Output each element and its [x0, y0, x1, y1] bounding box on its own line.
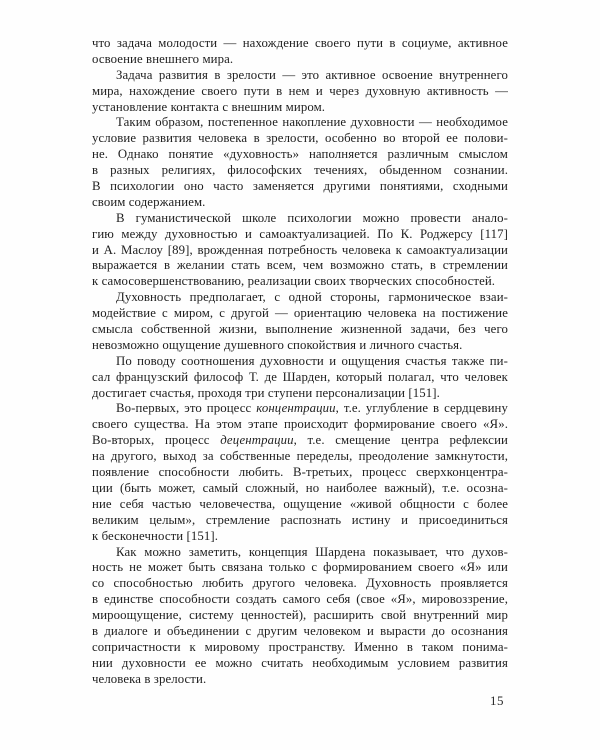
text-line	[92, 100, 508, 116]
text-segment: и А. Маслоу [89], врожденная потребность человека к самоактуализации	[92, 242, 508, 257]
text-line	[92, 497, 508, 513]
emphasized-term: децентрации	[220, 433, 294, 448]
text-line	[92, 433, 508, 449]
text-line	[92, 481, 508, 497]
text-segment: в диалоге и объединении с другим человеком и вырасти до осознания	[92, 623, 508, 638]
text-segment: Во-вторых, процесс	[92, 433, 221, 448]
text-line	[92, 211, 508, 227]
text-segment: модействие с миром, с другой — ориентацию человека на постижение	[92, 306, 508, 321]
text-line	[92, 672, 508, 688]
text-line	[92, 306, 508, 322]
text-line	[92, 322, 508, 338]
paragraph	[92, 401, 508, 544]
text-line	[92, 608, 508, 624]
text-segment: что задача молодости — нахождение своего пути в социуме, активное	[92, 36, 508, 50]
text-segment: ние себя частью человечества, ощущение «живой общности с более	[92, 496, 508, 511]
text-line	[92, 560, 508, 576]
text-line	[92, 36, 508, 52]
text-line	[92, 274, 508, 290]
text-segment: со способностью любить другого человека. Духовность проявляется	[92, 576, 508, 591]
paragraph	[92, 545, 508, 688]
text-segment: в единстве способности создать самого себя (свое «Я», мировоззрение,	[92, 592, 508, 607]
text-segment: сал французский философ Т. де Шарден, который полагал, что человек	[92, 369, 508, 384]
text-line	[92, 131, 508, 147]
text-line	[92, 386, 508, 402]
text-segment: Таким образом, постепенное накопление духовности — необходимое	[116, 115, 508, 130]
text-segment: Как можно заметить, концепция Шардена показывает, что духов-	[116, 544, 508, 559]
text-segment: В психологии оно часто заменяется другими понятиями, сходными	[92, 179, 508, 194]
text-line	[92, 545, 508, 561]
text-segment: гию между духовностью и самоактуализацией. По К. Роджерсу [117]	[92, 226, 508, 241]
text-segment: выражается в желании стать всем, чем возможно стать, в стремлении	[92, 258, 508, 273]
text-segment: Духовность предполагает, с одной стороны, гармоническое взаи-	[116, 290, 508, 305]
text-segment: мира, нахождение своего пути в нем и через духовную активность —	[92, 83, 508, 98]
text-segment: условие развития человека в зрелости, особенно во второй ее полови-	[92, 131, 508, 146]
text-segment: великим целым», стремление распознать истину и присоединиться	[92, 512, 508, 527]
text-segment: Во-первых, это процесс	[116, 401, 257, 416]
text-line	[92, 624, 508, 640]
text-segment: ность не может быть связана только с формированием своего «Я» или	[92, 560, 508, 575]
text-line	[92, 401, 508, 417]
text-line	[92, 354, 508, 370]
text-line	[92, 656, 508, 672]
text-block	[92, 36, 508, 688]
text-segment: к самосовершенствованию, реализации своих творческих способностей.	[92, 274, 496, 289]
paragraph	[92, 36, 508, 68]
text-segment: в разных религиях, философских течениях, обыденном сознании.	[92, 163, 508, 178]
text-line	[92, 465, 508, 481]
text-segment: на другого, выход за собственные переделы, преодоление замкнутости,	[92, 449, 508, 464]
emphasized-term: концентрации	[256, 401, 336, 416]
text-segment: появление способности любить. В-третьих, процесс сверхконцентра-	[92, 465, 508, 480]
text-segment: По поводу соотношения духовности и ощущения счастья также пи-	[116, 353, 508, 368]
text-segment: смысла собственной жизни, выполнение жизненной задачи, без чего	[92, 322, 508, 337]
text-segment: установление контакта с внешним миром.	[92, 99, 326, 114]
text-segment: своим содержанием.	[92, 194, 206, 209]
text-line	[92, 195, 508, 211]
text-line	[92, 84, 508, 100]
text-segment: мироощущение, систему ценностей), расширить свой внутренний мир	[92, 608, 508, 623]
text-line	[92, 370, 508, 386]
text-line	[92, 417, 508, 433]
text-segment: Задача развития в зрелости — это активное освоение внутреннего	[116, 67, 508, 82]
text-segment: ции (быть может, самый сложный, но наиболее важный), т.е. осозна-	[92, 480, 508, 495]
text-segment: В гуманистической школе психологии можно провести анало-	[116, 210, 508, 225]
text-line	[92, 640, 508, 656]
text-line	[92, 68, 508, 84]
text-line	[92, 243, 508, 259]
text-line	[92, 592, 508, 608]
text-segment: невозможно ощущение душевного спокойствия и личного счастья.	[92, 337, 463, 352]
text-segment: освоение внешнего мира.	[92, 51, 234, 66]
text-line	[92, 115, 508, 131]
text-line	[92, 290, 508, 306]
text-line	[92, 258, 508, 274]
paragraph	[92, 115, 508, 210]
text-line	[92, 338, 508, 354]
text-line	[92, 227, 508, 243]
text-segment: не. Однако понятие «духовность» наполняется различным смыслом	[92, 147, 508, 162]
paragraph	[92, 211, 508, 290]
text-line	[92, 529, 508, 545]
text-line	[92, 163, 508, 179]
text-segment: , т.е. смещение центра рефлексии	[293, 433, 508, 448]
text-segment: , т.е. углубление в сердцевину	[335, 401, 508, 416]
text-line	[92, 576, 508, 592]
text-line	[92, 513, 508, 529]
paragraph	[92, 354, 508, 402]
text-segment: сопричастности к мировому пространству. Именно в таком понима-	[92, 639, 508, 654]
text-segment: достигает счастья, проходя три ступени персонализации [151].	[92, 385, 440, 400]
text-line	[92, 449, 508, 465]
paragraph	[92, 290, 508, 354]
text-line	[92, 52, 508, 68]
text-segment: человека в зрелости.	[92, 671, 207, 686]
text-segment: нии духовности ее можно считать необходимым условием развития	[92, 655, 508, 670]
paragraph	[92, 68, 508, 116]
text-line	[92, 147, 508, 163]
text-segment: к бесконечности [151].	[92, 528, 219, 543]
page-number: 15	[490, 693, 504, 708]
text-segment: своего существа. На этом этапе происходит формирование своего «Я».	[92, 417, 508, 432]
text-line	[92, 179, 508, 195]
